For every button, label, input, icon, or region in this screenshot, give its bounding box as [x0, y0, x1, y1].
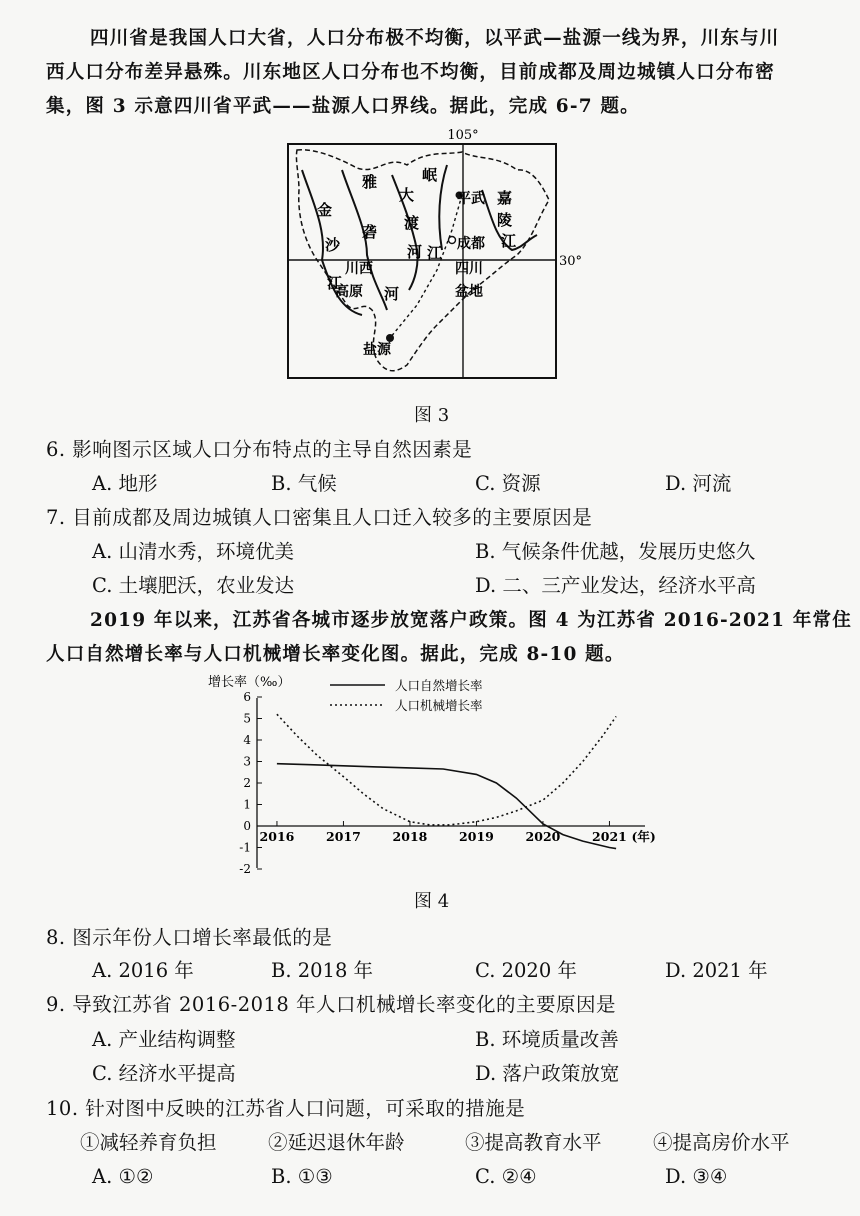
legend-label-2: 人口机械增长率 [395, 698, 483, 713]
y-tick-label: 0 [243, 819, 251, 833]
sichuan-map [287, 128, 583, 380]
svg-text:江: 江 [427, 244, 443, 262]
x-tick-label: 2020 [525, 829, 561, 844]
yanyuan-dot [386, 334, 394, 342]
q10-option-b: B. ①③ [271, 1165, 333, 1188]
x-unit-label: (年) [631, 829, 656, 844]
q10-item-4: ④提高房价水平 [653, 1131, 790, 1154]
y-tick-label: 4 [243, 733, 251, 747]
x-tick-label: 2016 [259, 829, 295, 844]
svg-text:江: 江 [327, 274, 343, 292]
yanyuan-label: 盐源 [363, 342, 391, 358]
lon-label: 105° [447, 128, 479, 143]
chengdu-label: 成都 [457, 236, 485, 252]
x-tick-label: 2017 [326, 829, 361, 844]
q9-option-d: D. 落户政策放宽 [475, 1062, 620, 1085]
q10-option-d: D. ③④ [665, 1165, 728, 1188]
q6-option-d: D. 河流 [665, 472, 732, 495]
legend-label-1: 人口自然增长率 [395, 678, 483, 693]
y-tick-label: -2 [239, 862, 251, 876]
intro1-line-2: 西人口分布差异悬殊。川东地区人口分布也不均衡，目前成都及周边城镇人口分布密 [46, 62, 775, 83]
intro1-line-1: 四川省是我国人口大省，人口分布极不均衡，以平武—盐源一线为界，川东与川 [90, 28, 780, 49]
q10-item-3: ③提高教育水平 [465, 1131, 602, 1154]
svg-text:盆地: 盆地 [455, 284, 483, 300]
figure4-caption: 图 4 [414, 891, 450, 912]
q7-option-a: A. 山清水秀，环境优美 [92, 540, 294, 563]
q7-option-d: D. 二、三产业发达，经济水平高 [475, 574, 756, 597]
minjiang-river [439, 165, 447, 250]
intro2-line-1: 2019 年以来，江苏省各城市逐步放宽落户政策。图 4 为江苏省 2016-2021 年常住 [90, 610, 852, 631]
svg-text:金: 金 [317, 201, 333, 219]
y-tick-label: 5 [243, 711, 251, 726]
q8-option-d: D. 2021 年 [665, 959, 768, 982]
svg-text:陵: 陵 [497, 211, 513, 229]
svg-text:岷: 岷 [422, 166, 438, 184]
population-boundary-line [390, 195, 462, 338]
y-tick-label: -1 [239, 840, 251, 855]
q7-option-b: B. 气候条件优越，发展历史悠久 [475, 540, 756, 563]
pingwu-label: 平武 [457, 191, 485, 207]
figure3-caption: 图 3 [414, 405, 450, 426]
q10-option-c: C. ②④ [475, 1165, 537, 1188]
svg-text:嘉: 嘉 [497, 189, 513, 207]
intro2-line-2: 人口自然增长率与人口机械增长率变化图。据此，完成 8-10 题。 [46, 644, 625, 665]
y-tick-label: 1 [243, 797, 251, 812]
svg-text:渡: 渡 [404, 214, 420, 232]
q6-option-c: C. 资源 [475, 472, 541, 495]
q6-option-b: B. 气候 [271, 472, 337, 495]
q10-option-a: A. ①② [92, 1165, 154, 1188]
lat-label: 30° [559, 254, 583, 269]
chengdu-dot [449, 237, 456, 244]
svg-text:沙: 沙 [325, 236, 341, 254]
question-10-stem: 10. 针对图中反映的江苏省人口问题，可采取的措施是 [46, 1097, 526, 1120]
q10-item-1: ①减轻养育负担 [80, 1131, 217, 1154]
svg-text:河: 河 [407, 243, 423, 261]
q10-item-2: ②延迟退休年龄 [268, 1131, 405, 1154]
svg-text:川西: 川西 [345, 261, 373, 277]
q8-option-a: A. 2016 年 [92, 959, 194, 982]
question-8-stem: 8. 图示年份人口增长率最低的是 [46, 926, 333, 949]
svg-text:河: 河 [384, 285, 400, 303]
question-7-stem: 7. 目前成都及周边城镇人口密集且人口迁入较多的主要原因是 [46, 506, 593, 529]
svg-text:雅: 雅 [362, 173, 378, 191]
x-tick-label: 2018 [392, 829, 428, 844]
question-6-stem: 6. 影响图示区域人口分布特点的主导自然因素是 [46, 438, 473, 461]
q8-option-b: B. 2018 年 [271, 959, 374, 982]
q6-option-a: A. 地形 [92, 472, 158, 495]
y-tick-label: 2 [243, 776, 251, 790]
svg-text:四川: 四川 [455, 261, 483, 277]
growth-rate-chart [200, 668, 670, 883]
y-tick-label: 3 [243, 754, 251, 769]
q7-option-c: C. 土壤肥沃，农业发达 [92, 574, 295, 597]
svg-text:砻: 砻 [362, 223, 378, 241]
svg-text:大: 大 [399, 186, 415, 204]
question-9-stem: 9. 导致江苏省 2016-2018 年人口机械增长率变化的主要原因是 [46, 993, 617, 1016]
x-tick-label: 2021 [592, 829, 627, 844]
svg-text:江: 江 [501, 232, 517, 250]
q9-option-a: A. 产业结构调整 [92, 1028, 236, 1051]
intro1-line-3: 集，图 3 示意四川省平武——盐源人口界线。据此，完成 6-7 题。 [46, 96, 640, 117]
x-tick-label: 2019 [459, 829, 494, 844]
y-tick-label: 6 [243, 690, 251, 704]
svg-text:高原: 高原 [335, 284, 363, 300]
y-axis-label: 增长率（‰） [208, 675, 291, 690]
q9-option-c: C. 经济水平提高 [92, 1062, 236, 1085]
q9-option-b: B. 环境质量改善 [475, 1028, 619, 1051]
q8-option-c: C. 2020 年 [475, 959, 577, 982]
